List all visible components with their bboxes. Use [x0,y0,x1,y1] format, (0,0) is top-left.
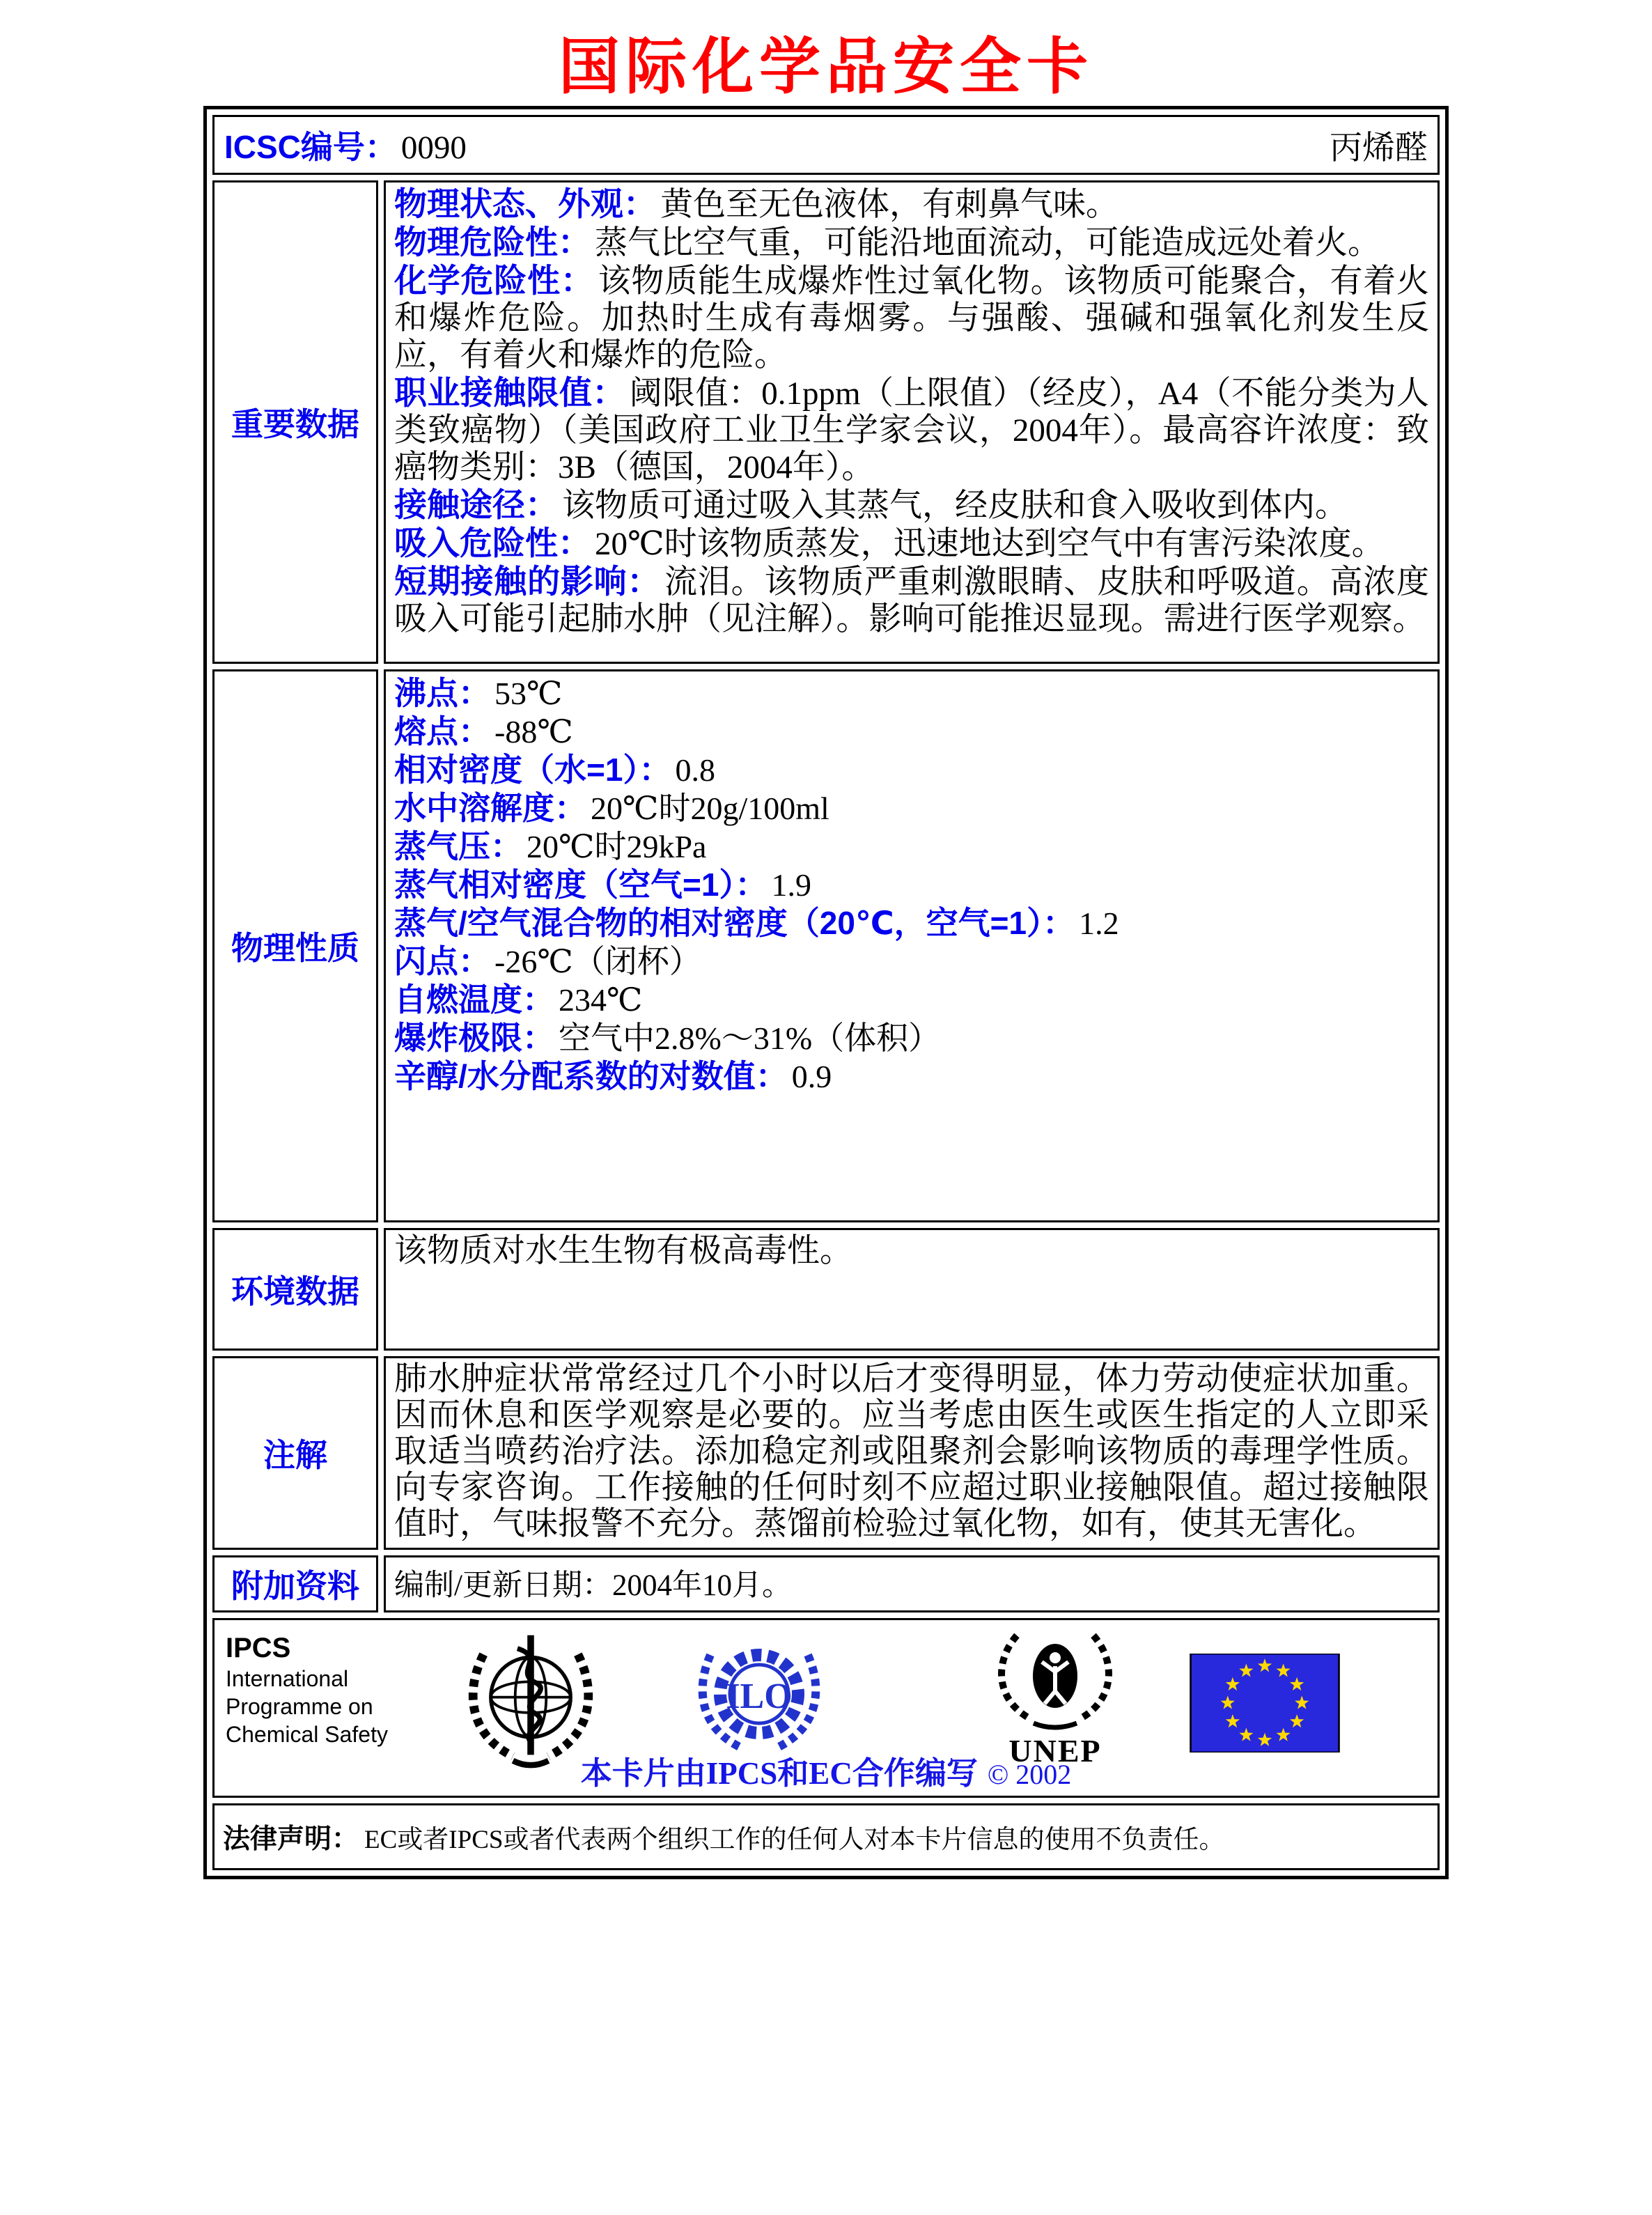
section-title-notes [212,1356,378,1550]
prop-value: 空气中2.8%～31%（体积） [559,1020,941,1056]
section-notes [212,1356,1440,1550]
environment-text: 该物质对水生生物有极高毒性。 [394,1233,852,1269]
notes-content [384,1356,1440,1550]
chemical-name: 丙烯醛 [1330,130,1428,166]
section-title-physical [212,669,378,1222]
prop-value: 20℃时20g/100ml [591,791,829,826]
unep-wordmark: UNEP [1008,1733,1102,1769]
prop-explosive-limits [394,1019,1429,1057]
ipcs-line3: Chemical Safety [226,1722,388,1747]
field-text: 蒸气比空气重，可能沿地面流动，可能造成远处着火。 [595,225,1380,261]
copyright-text: © 2002 [987,1759,1072,1790]
legal-notice-text: EC或者IPCS或者代表两个组织工作的任何人对本卡片信息的使用不负责任。 [364,1826,1225,1854]
section-title-important [212,180,378,664]
prop-value: 0.9 [791,1059,832,1094]
field-occupational-limit [394,374,1429,486]
icsc-number-group [224,122,467,168]
update-date-label: 编制/更新日期： [394,1569,612,1602]
prop-label: 自燃温度： [394,981,554,1018]
field-label: 吸入危险性： [394,524,591,561]
field-inhalation-risk [394,524,1429,563]
icsc-card [203,106,1449,1879]
section-title-environment [212,1228,378,1351]
prop-boiling-point [394,674,1429,713]
section-title-physical-label: 物理性质 [231,930,359,966]
ilo-logo-icon [689,1627,829,1766]
additional-info-text [394,1562,792,1604]
ipcs-acronym: IPCS [226,1633,291,1663]
field-label: 职业接触限值： [394,374,625,411]
prop-value: 1.9 [771,867,811,903]
section-title-environment-label: 环境数据 [231,1273,359,1309]
field-text: 该物质可通过吸入其蒸气，经皮肤和食入吸收到体内。 [562,488,1348,524]
eu-flag-icon [1177,1654,1353,1752]
prop-label: 熔点： [394,713,490,749]
prop-value: 1.2 [1079,906,1119,941]
section-title-notes-label: 注解 [263,1437,327,1473]
prop-label: 蒸气/空气混合物的相对密度（20℃，空气=1）： [394,905,1075,941]
unep-emblem-icon [975,1624,1135,1733]
prop-label: 辛醇/水分配系数的对数值： [394,1058,788,1094]
environment-data-content [384,1228,1440,1351]
field-text: 该物质能生成爆炸性过氧化物。该物质可能聚合，有着火和爆炸危险。加热时生成有毒烟雾。与强酸、强碱和强氧化剂发生反应，有着火和爆炸的危险。 [394,263,1430,373]
field-label: 物理危险性： [394,224,591,261]
ipcs-line2: Programme on [226,1694,373,1719]
field-chemical-danger [394,262,1429,374]
field-label: 化学危险性： [394,262,594,299]
prop-relative-density [394,751,1429,789]
field-physical-danger [394,224,1429,262]
section-important-data [212,180,1440,664]
icsc-number-label: ICSC编号： [224,129,397,165]
prop-value: 234℃ [559,982,643,1018]
field-text: 黄色至无色液体，有刺鼻气味。 [660,187,1119,223]
prop-label: 蒸气相对密度（空气=1）： [394,866,767,903]
prop-value: -26℃（闭杯） [494,944,701,979]
field-exposure-route [394,486,1429,524]
prop-value: 53℃ [494,676,563,711]
icsc-number-value: 0090 [400,130,467,166]
additional-info-content [384,1555,1440,1612]
prop-value: -88℃ [494,714,573,749]
field-text: 20℃时该物质蒸发，迅速地达到空气中有害污染浓度。 [595,526,1385,562]
section-environment-data [212,1228,1440,1351]
icsc-header-row [212,115,1440,175]
prop-label: 闪点： [394,943,490,979]
section-title-additional [212,1555,378,1612]
ilo-letters: ILO [726,1677,793,1716]
caption-text: 本卡片由IPCS和EC合作编写 [580,1756,978,1791]
legal-notice-label: 法律声明： [223,1824,359,1854]
field-label: 短期接触的影响： [394,563,661,600]
ipcs-line1: International [226,1666,349,1691]
prop-water-solubility [394,789,1429,827]
prop-vapor-pressure [394,827,1429,866]
field-text: 阈限值：0.1ppm（上限值）（经皮），A4（不能分类为人类致癌物）（美国政府工业卫生学家会议，2004年）。最高容许浓度：致癌物类别：3B（德国，2004年）。 [394,375,1430,485]
section-additional-info [212,1555,1440,1612]
field-label: 物理状态、外观： [394,185,656,222]
prop-flash-point [394,942,1429,981]
ipcs-text-block [226,1631,388,1748]
field-short-term-effects [394,563,1429,638]
legal-notice-row [212,1803,1440,1870]
prop-octanol-water [394,1057,1429,1096]
prop-label: 沸点： [394,675,490,711]
section-physical-properties [212,669,1440,1222]
prop-label: 相对密度（水=1）： [394,752,671,788]
notes-text: 肺水肿症状常常经过几个小时以后才变得明显，体力劳动使症状加重。因而休息和医学观察是必要的。应当考虑由医生或医生指定的人立即采取适当喷药治疗法。添加稳定剂或阻聚剂会影响该物质的毒理学性质。向专家咨询。工作接触的任何时刻不应超过职业接触限值。超过接触限值时，气味报警不充分。蒸馏前检验过氧化物，如有，使其无害化。 [394,1361,1429,1542]
footer-caption [215,1748,1437,1793]
update-date-value: 2004年10月。 [611,1569,792,1602]
prop-vapor-density [394,866,1429,904]
prop-vapor-air-density [394,904,1429,942]
footer-logos-row [212,1618,1440,1798]
prop-label: 爆炸极限： [394,1020,554,1056]
prop-melting-point [394,713,1429,751]
prop-autoignition-temp [394,981,1429,1019]
page-title: 国际化学品安全卡 [558,32,1093,101]
physical-properties-content [384,669,1440,1222]
prop-label: 蒸气压： [394,828,522,864]
prop-value: 20℃时29kPa [527,829,707,864]
prop-value: 0.8 [675,752,715,788]
field-text: 流泪。该物质严重刺激眼睛、皮肤和呼吸道。高浓度吸入可能引起肺水肿（见注解）。影响可能推迟显现。需进行医学观察。 [394,564,1430,637]
prop-label: 水中溶解度： [394,790,586,826]
important-data-content [384,180,1440,664]
field-physical-state [394,185,1429,224]
field-label: 接触途径： [394,486,558,523]
section-title-important-label: 重要数据 [231,406,359,442]
section-title-additional-label: 附加资料 [231,1568,359,1604]
